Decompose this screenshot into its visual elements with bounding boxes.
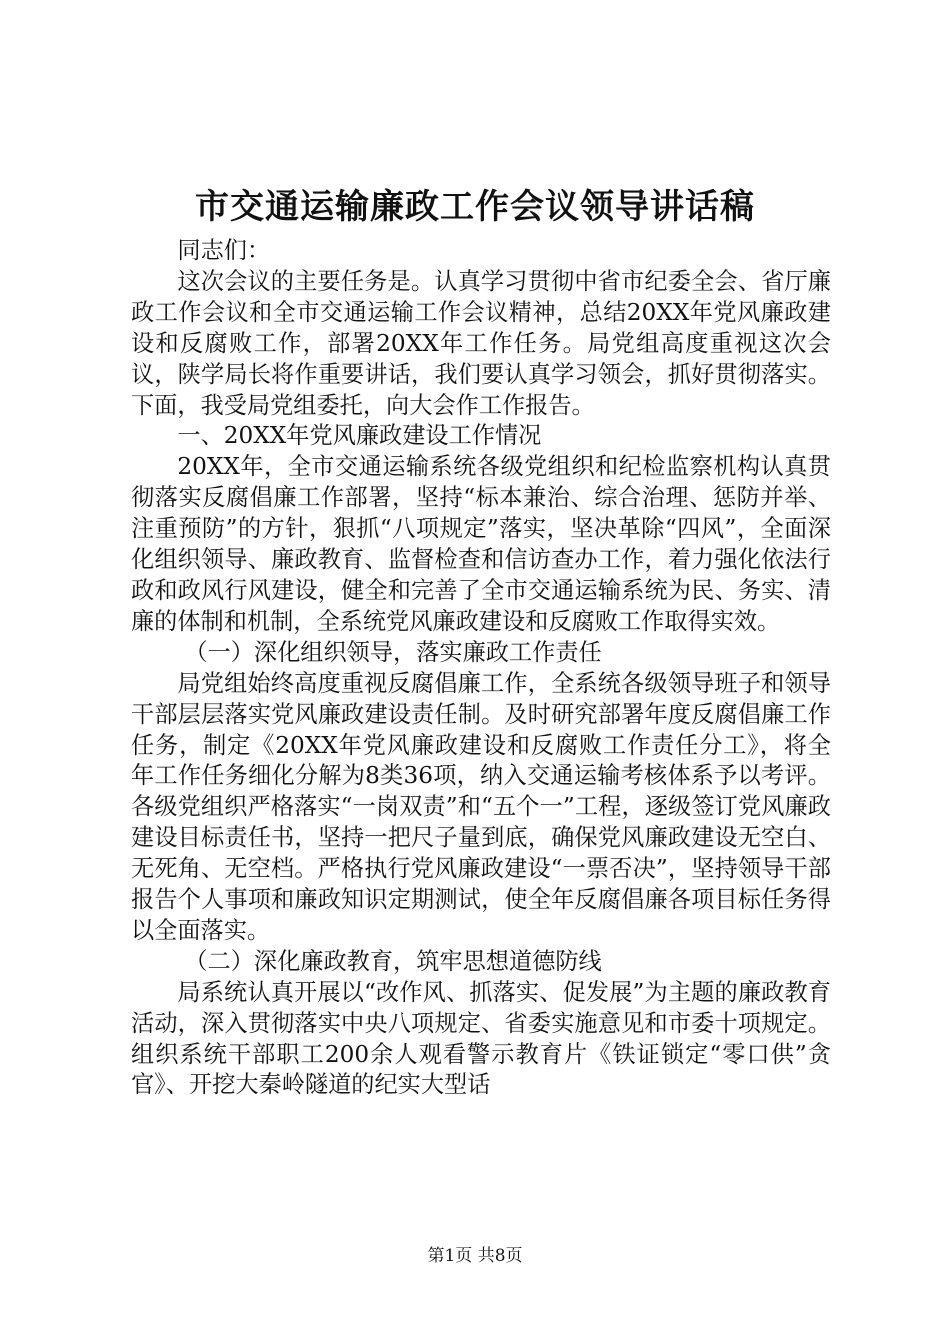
greeting-paragraph: 同志们： <box>177 237 271 264</box>
overview-paragraph: 20XX年，全市交通运输系统各级党组织和纪检监察机构认真贯彻落实反腐倡廉工作部署，坚持“标本兼治、综合治理、惩防并举、注重预防”的方针，狠抓“八项规定”落实，坚决革除“四风”，全面深化组织领导、廉政教育、监督检查和信访查办工作，着力强化依法行政和政风行风建设，健全和完善了全市交通运输系统为民、务实、清廉的体制和机制，全系统党风廉政建设和反腐败工作取得实效。 <box>131 453 831 635</box>
intro-paragraph: 这次会议的主要任务是。认真学习贯彻中省市纪委全会、省厅廉政工作会议和全市交通运输工作会议精神，总结20XX年党风廉政建设和反腐败工作，部署20XX年工作任务。局党组高度重视这次会议，陕学局长将作重要讲话，我们要认真学习领会，抓好贯彻落实。下面，我受局党组委托，向大会作工作报告。 <box>131 267 831 419</box>
subsection-heading-2: （二）深化廉政教育，筑牢思想道德防线 <box>184 947 602 975</box>
subsection-paragraph-1: 局党组始终高度重视反腐倡廉工作，全系统各级领导班子和领导干部层层落实党风廉政建设责任制。及时研究部署年度反腐倡廉工作任务，制定《20XX年党风廉政建设和反腐败工作责任分工》，将全年工作任务细化分解为8类36项，纳入交通运输考核体系予以考评。各级党组织严格落实“一岗双责”和“五个一”工程，逐级签订党风廉政建设目标责任书，坚持一把尺子量到底，确保党风廉政建设无空白、无死角、无空档。严格执行党风廉政建设“一票否决”，坚持领导干部报告个人事项和廉政知识定期测试，使全年反腐倡廉各项目标任务得以全面落实。 <box>131 669 831 944</box>
document-body <box>131 236 831 1101</box>
subsection-heading-1: （一）深化组织领导，落实廉政工作责任 <box>184 638 602 666</box>
subsection-paragraph-2: 局系统认真开展以“改作风、抓落实、促发展”为主题的廉政教育活动，深入贯彻落实中央八项规定、省委实施意见和市委十项规定。组织系统干部职工200余人观看警示教育片《铁证锁定“零口供”贪官》、开挖大秦岭隧道的纪实大型话 <box>131 978 831 1099</box>
document-title: 市交通运输廉政工作会议领导讲话稿 <box>195 187 755 227</box>
page-footer: 第1页 共8页 <box>427 1246 523 1266</box>
section-heading: 一、20XX年党风廉政建设工作情况 <box>177 422 542 450</box>
